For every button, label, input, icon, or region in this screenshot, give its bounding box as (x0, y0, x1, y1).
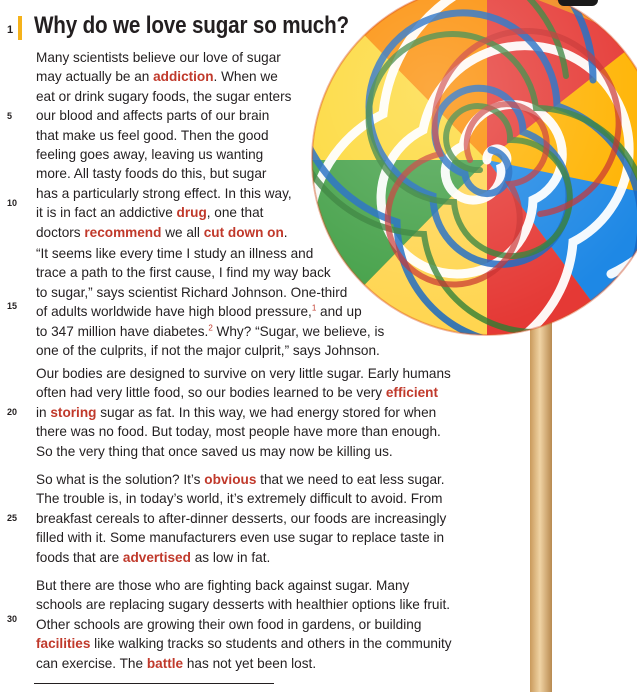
footnote-divider (34, 683, 274, 684)
text-line (36, 302, 384, 321)
text-run: sugar as fat. In this way, we had energy stored for when (96, 404, 437, 420)
text-run: in (36, 404, 51, 420)
text-line (36, 223, 292, 242)
text-line (36, 470, 446, 489)
text-line (36, 126, 292, 145)
text-line (36, 164, 292, 183)
footnote-marker: 2 (208, 323, 213, 333)
text-line (36, 341, 384, 360)
text-run: So what is the solution? It’s (36, 472, 205, 487)
text-line (36, 67, 292, 86)
text-line (36, 364, 451, 383)
text-line (36, 106, 292, 125)
vocab-word: obvious (204, 472, 257, 487)
vocab-word: facilities (36, 636, 91, 652)
text-run: we all (161, 224, 204, 240)
text-run: often had very little food, so our bodies learned to be very (36, 385, 386, 401)
text-run: . (283, 224, 288, 240)
text-run: there was no food. But today, most people have more than enough. (36, 424, 441, 440)
title-accent-bar (18, 16, 22, 40)
text-run: schools are replacing sugary desserts with healthier options like fruit. (36, 597, 451, 613)
text-run: feeling goes away, leaving us wanting (36, 147, 264, 163)
text-line (36, 48, 292, 67)
text-line (36, 576, 452, 595)
text-run: Our bodies are designed to survive on very little sugar. Early humans (36, 366, 451, 381)
text-line (36, 145, 292, 164)
line-number: 20 (7, 407, 18, 417)
text-run: , one that (206, 205, 264, 221)
paragraph-5 (36, 576, 452, 673)
text-line (36, 87, 292, 106)
vocab-word: efficient (385, 385, 438, 401)
text-run: can exercise. The (36, 655, 147, 671)
text-run: Many scientists believe our love of sugar (36, 50, 281, 65)
text-line (36, 383, 451, 402)
article-title: Why do we love sugar so much? (34, 12, 349, 39)
text-line (36, 489, 446, 508)
text-run: may actually be an (36, 69, 154, 85)
text-line (36, 634, 452, 653)
footnote-marker: 1 (311, 303, 317, 313)
text-run: our blood and affects parts of our brain (36, 108, 270, 124)
text-line (36, 244, 384, 263)
text-run: to sugar,” says scientist Richard Johnson. One-third (36, 284, 348, 300)
text-line (36, 654, 452, 673)
text-line (36, 422, 451, 441)
text-run: Other schools are growing their own food in gardens, or building (36, 616, 422, 632)
vocab-word: advertised (122, 549, 191, 565)
text-run: it is in fact an addictive (36, 205, 177, 221)
text-run: and up (316, 304, 362, 320)
text-run: . When we (213, 69, 278, 85)
text-run: like walking tracks so students and others in the community (90, 636, 452, 652)
text-run: Why? “Sugar, we believe, is (212, 323, 385, 339)
vocab-word: addiction (153, 69, 214, 85)
vocab-word: battle (146, 655, 184, 671)
text-run: The trouble is, in today’s world, it’s extremely difficult to avoid. From (36, 491, 443, 507)
text-line (36, 403, 451, 422)
text-line (36, 442, 451, 461)
vocab-word: recommend (84, 224, 162, 240)
text-run: But there are those who are fighting back against sugar. Many (36, 578, 410, 593)
text-line (36, 595, 452, 614)
lollipop-stick (530, 300, 552, 692)
text-run: as low in fat. (190, 549, 271, 565)
section-number: 1 (7, 24, 14, 36)
text-run: breakfast cereals to after-dinner desserts, our foods are increasingly (36, 510, 447, 526)
corner-tab (558, 0, 598, 6)
text-line (36, 322, 384, 341)
text-run: eat or drink sugary foods, the sugar enters (36, 88, 292, 104)
line-number: 30 (7, 614, 18, 624)
paragraph-4 (36, 470, 446, 567)
text-run: foods that are (36, 549, 123, 565)
text-run: has not yet been lost. (183, 655, 317, 671)
text-line (36, 283, 384, 302)
vocab-word: drug (176, 205, 207, 221)
text-line (36, 203, 292, 222)
text-run: of adults worldwide have high blood pressure, (36, 304, 312, 320)
text-line (36, 509, 446, 528)
text-line (36, 528, 446, 547)
line-number: 10 (7, 198, 18, 208)
paragraph-3 (36, 364, 451, 461)
text-run: to 347 million have diabetes. (36, 323, 209, 339)
line-number: 5 (7, 111, 13, 121)
text-run: that we need to eat less sugar. (256, 472, 445, 487)
text-run: So the very thing that once saved us may now be killing us. (36, 443, 393, 459)
line-number: 25 (7, 513, 18, 523)
text-run: one of the culprits, if not the major culprit,” says Johnson. (36, 343, 380, 359)
text-line (36, 184, 292, 203)
vocab-word: cut down on (203, 224, 284, 240)
text-run: doctors (36, 224, 85, 240)
text-run: filled with it. Some manufacturers even use sugar to replace taste in (36, 530, 445, 546)
text-line (36, 548, 446, 567)
text-run: trace a path to the first cause, I find my way back (36, 265, 331, 281)
paragraph-2 (36, 244, 384, 360)
line-number: 15 (7, 301, 18, 311)
text-run: “It seems like every time I study an illness and (36, 246, 314, 261)
text-line (36, 263, 384, 282)
text-run: that make us feel good. Then the good (36, 127, 269, 143)
text-run: more. All tasty foods do this, but sugar (36, 166, 267, 182)
text-run: has a particularly strong effect. In this way, (36, 185, 292, 201)
text-line (36, 615, 452, 634)
vocab-word: storing (50, 404, 97, 420)
paragraph-1 (36, 48, 292, 242)
